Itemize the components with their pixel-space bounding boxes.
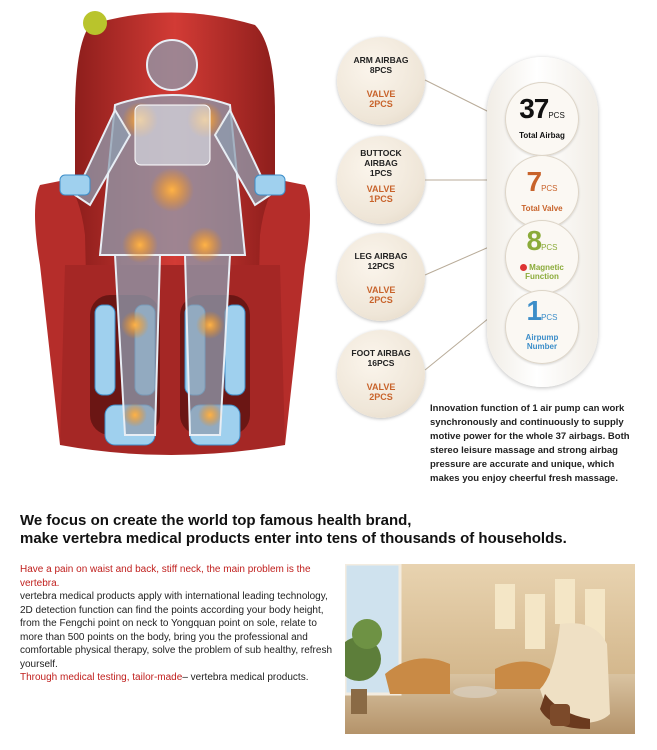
airbag-count: 8PCS <box>369 65 393 75</box>
stat-label: Magnetic <box>529 263 564 272</box>
magnet-icon <box>520 264 527 271</box>
airbag-count: 12PCS <box>367 261 395 271</box>
valve-count: 1PCS <box>369 194 393 204</box>
headline-line-2: make vertebra medical products enter into tens of thousands of households. <box>20 530 567 547</box>
body-outro-tail: – vertebra medical products. <box>182 672 309 683</box>
airbag-name: ARM AIRBAG <box>353 55 409 65</box>
massage-chair-illustration <box>20 5 320 475</box>
stat-unit: PCS <box>541 243 558 252</box>
magnetic-function-stat <box>505 220 579 294</box>
body-red-intro: Have a pain on waist and back, stiff neck, the main problem is the vertebra. <box>20 564 311 589</box>
stat-number: 1 <box>526 295 542 326</box>
airpump-description: Innovation function of 1 air pump can work synchronously and continuously to supply motive power for the whole 37 airbags. Both stereo leisure massage and strong airbag pressure are accurate and unique, which makes you enjoy cheerful fresh massage. <box>430 403 630 484</box>
stat-label: Total Airbag <box>519 131 565 140</box>
body-copy <box>20 563 340 685</box>
stat-unit: PCS <box>548 111 565 120</box>
airbag-name: LEG AIRBAG <box>354 251 408 261</box>
airbag-count: 1PCS <box>369 168 393 178</box>
stat-label-2: Number <box>526 342 558 351</box>
headline-line-1: We focus on create the world top famous health brand, <box>20 512 412 529</box>
arm-airbag-badge <box>337 37 425 125</box>
valve-label: VALVE <box>366 382 396 392</box>
body-paragraph: vertebra medical products apply with international leading technology, 2D detection function can find the points according your body height, from the Fengchi point on neck to Yongquan point on sole, relate to more than 500 points on the body, bring you the professional and comfortable physical therapy, solve the problem of sub healthy, refresh yourself. <box>20 591 333 670</box>
body-red-outro: Through medical testing, tailor-made <box>20 672 183 683</box>
buttock-airbag-badge <box>337 136 425 224</box>
leg-airbag-badge <box>337 233 425 321</box>
airbag-name: FOOT AIRBAG <box>351 348 411 358</box>
valve-count: 2PCS <box>369 99 393 109</box>
stat-label: Airpump <box>525 333 559 342</box>
living-room-photo <box>345 564 635 734</box>
total-valve-stat <box>505 155 579 229</box>
valve-count: 2PCS <box>369 392 393 402</box>
valve-label: VALVE <box>366 89 396 99</box>
stat-number: 7 <box>526 166 542 197</box>
airbag-count: 16PCS <box>367 358 395 368</box>
airpump-number-stat <box>505 290 579 364</box>
stat-number: 37 <box>519 93 549 124</box>
valve-label: VALVE <box>366 285 396 295</box>
stat-number: 8 <box>526 225 542 256</box>
valve-count: 2PCS <box>369 295 393 305</box>
stat-unit: PCS <box>541 313 558 322</box>
stat-label-2: Function <box>525 272 559 281</box>
stat-label: Total Valve <box>521 204 563 213</box>
total-airbag-stat <box>505 82 579 156</box>
headline <box>20 512 650 548</box>
stat-unit: PCS <box>541 184 558 193</box>
valve-label: VALVE <box>366 184 396 194</box>
airbag-name-2: AIRBAG <box>364 158 398 168</box>
airbag-name: BUTTOCK <box>360 148 402 158</box>
foot-airbag-badge <box>337 330 425 418</box>
